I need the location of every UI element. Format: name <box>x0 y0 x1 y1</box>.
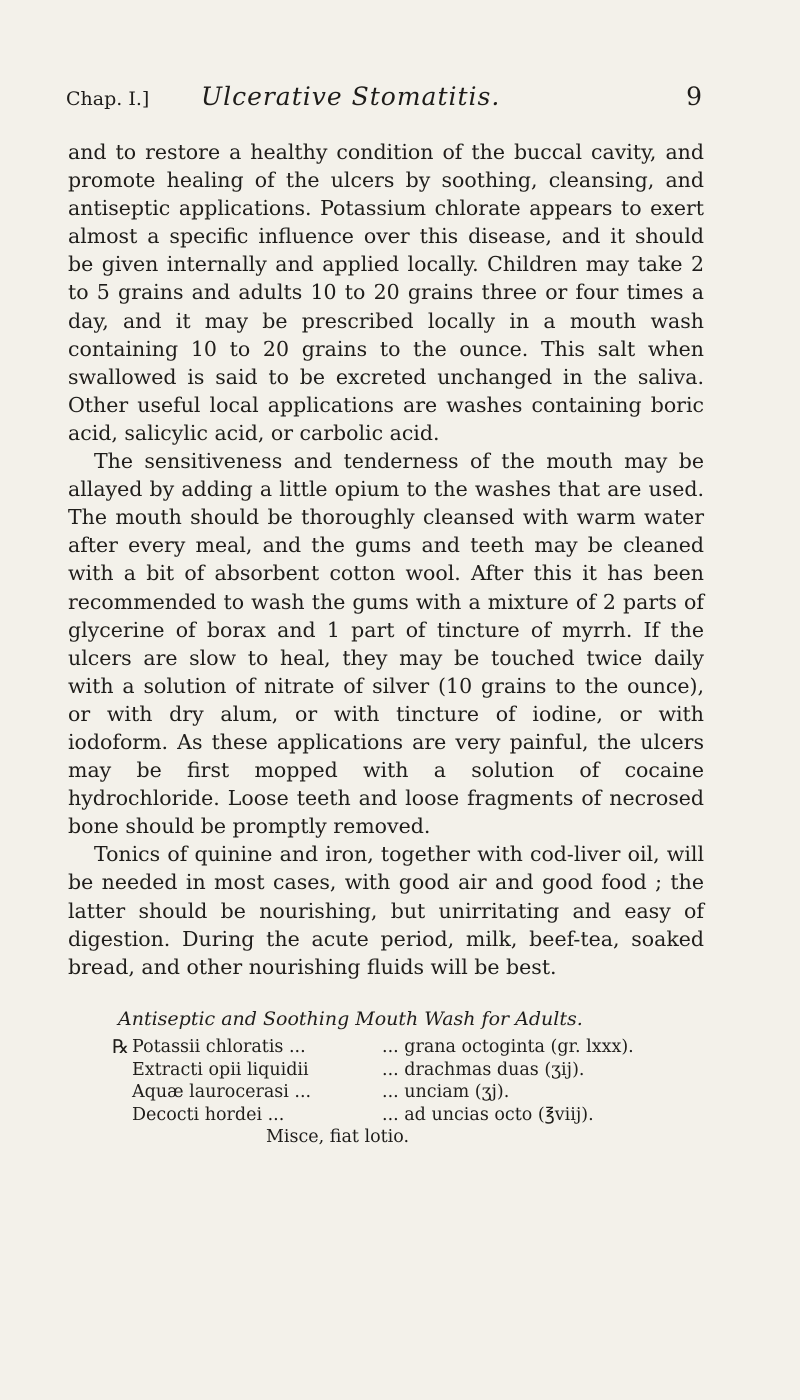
body-text <box>68 138 704 981</box>
ingredient-dose: ... drachmas duas (ʒij). <box>382 1059 585 1080</box>
ingredient-name: Extracti opii liquidii <box>132 1059 309 1080</box>
ingredient-dose: ... unciam (ʒj). <box>382 1082 510 1102</box>
page-number: 9 <box>686 82 702 111</box>
rx-symbol: ℞ <box>112 1036 130 1058</box>
paragraph: The sensitiveness and tenderness of the mouth may be allayed by adding a little opium to the washes that are used. The mouth should be thoroughly cleansed with warm water after every meal, and the gums and teeth may be cleaned with a bit of absorbent cotton wool. After this it has been recommended to wash the gums with a mixture of 2 parts of glycerine of borax and 1 part of tincture of myrrh. If the ulcers are slow to heal, they may be touched twice daily with a solution of nitrate of silver (10 grains to the ounce), or with dry alum, or with tincture of iodine, or with iodoform. As these applications are very painful, the ulcers may be first mopped with a solution of cocaine hydrochloride. Loose teeth and loose fragments of necrosed bone should be promptly removed. <box>68 449 704 839</box>
ingredient-name: Aquæ laurocerasi ... <box>132 1082 312 1102</box>
chapter-label: Chap. I.] <box>66 88 150 110</box>
paragraph: and to restore a healthy condition of the buccal cavity, and promote healing of the ulcers by soothing, cleansing, and antiseptic applications. Potassium chlorate appears to exert almost a specific influence over this disease, and it should be given internally and applied locally. Children may take 2 to 5 grains and adults 10 to 20 grains three or four times a day, and it may be prescribed locally in a mouth wash containing 10 to 20 grains to the ounce. This salt when swallowed is said to be excreted unchanged in the saliva. Other useful local applications are washes containing boric acid, salicylic acid, or carbolic acid. <box>68 140 704 445</box>
ingredient-name: Potassii chloratis ... <box>132 1037 306 1057</box>
ingredient-name: Decocti hordei ... <box>132 1104 285 1125</box>
prescription-title: Antiseptic and Soothing Mouth Wash for Adults. <box>118 1008 583 1030</box>
prescription-instruction: Misce, fiat lotio. <box>266 1127 410 1147</box>
ingredient-dose: ... ad uncias octo (℥viij). <box>382 1104 594 1125</box>
running-header <box>66 82 702 122</box>
ingredient-row <box>112 1104 712 1127</box>
ingredient-dose: ... grana octoginta (gr. lxxx). <box>382 1037 634 1057</box>
running-title: Ulcerative Stomatitis. <box>201 82 501 111</box>
prescription <box>112 1008 712 1149</box>
paragraph: Tonics of quinine and iron, together with cod-liver oil, will be needed in most cases, with good air and good food ; the latter should be nourishing, but unirritating and easy of digestion. During the acute period, milk, beef-tea, soaked bread, and other nourishing fluids will be best. <box>68 842 704 979</box>
ingredient-row <box>112 1059 712 1082</box>
ingredient-row <box>112 1036 712 1059</box>
ingredient-row <box>112 1081 712 1104</box>
